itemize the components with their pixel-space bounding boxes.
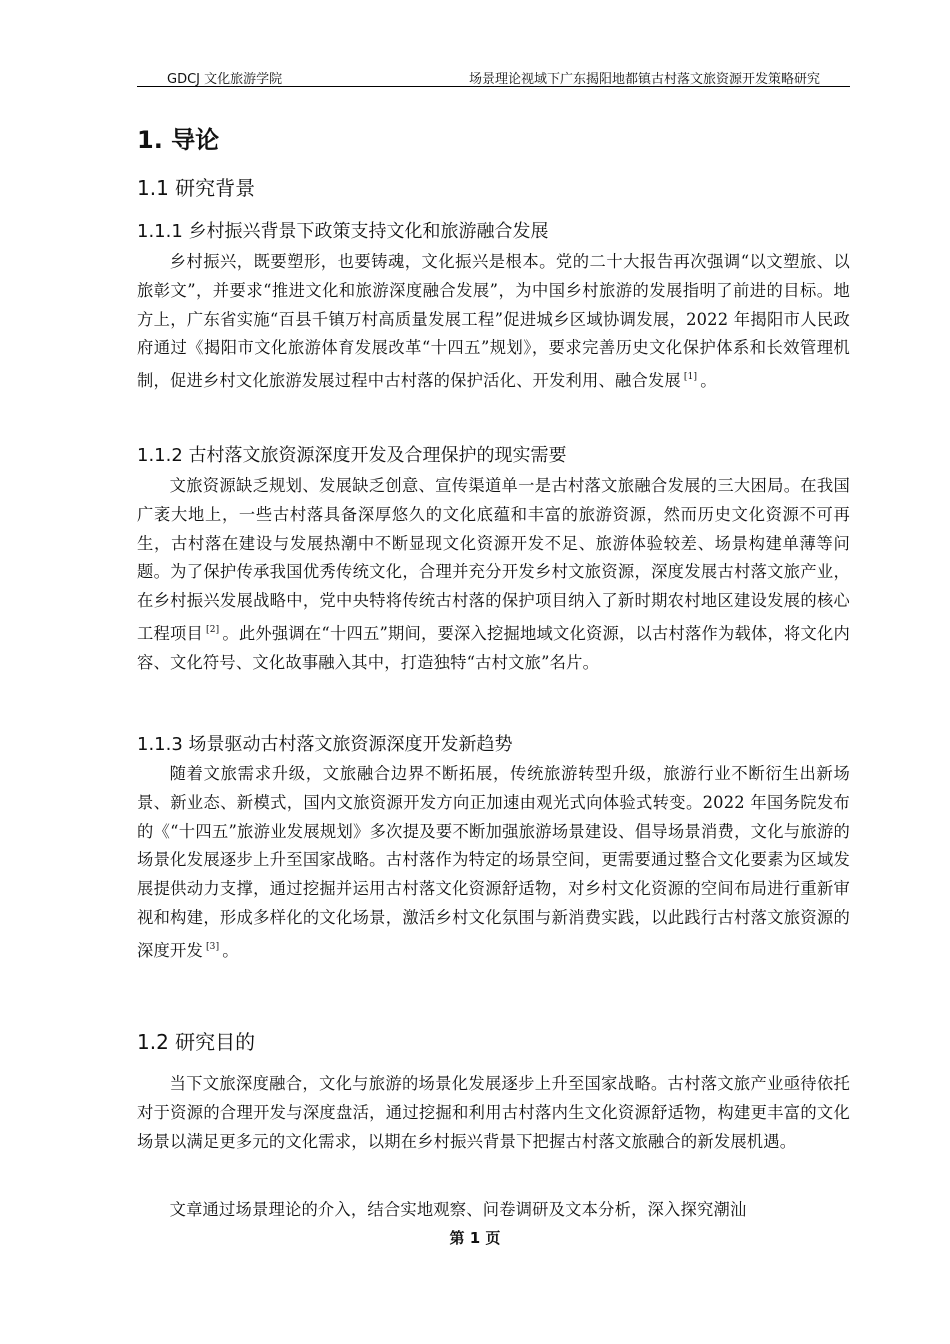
paragraph-text-continued: 。此外强调在“十四五”期间，要深入挖掘地域文化资源，以古村落作为载体，将文化内容、文化符号、文化故事融入其中，打造独特“古村文旅”名片。 [137, 623, 850, 672]
paragraph-text: 乡村振兴，既要塑形，也要铸魂，文化振兴是根本。党的二十大报告再次强调“以文塑旅、以旅彰文”，并要求“推进文化和旅游深度融合发展”，为中国乡村旅游的发展指明了前进的目标。地方上，广东省实施“百县千镇万村高质量发展工程”促进城乡区域协调发展，2022 年揭阳市人民政府通过《揭阳市文化旅游体育发展改革“十四五”规划》，要求完善历史文化保护体系和长效管理机制，促进乡村文化旅游发展过程中古村落的保护活化、开发利用、融合发展 [137, 252, 850, 391]
section-heading-1-2: 1.2 研究目的 [137, 1030, 256, 1054]
paragraph-1-1-2 [137, 472, 850, 678]
citation-1: [1] [683, 372, 698, 383]
paragraph-1-1-3 [137, 760, 850, 966]
paragraph-1-1-1 [137, 248, 850, 396]
paragraph-1-2-a: 当下文旅深度融合，文化与旅游的场景化发展逐步上升至国家战略。古村落文旅产业亟待依托对于资源的合理开发与深度盘活，通过挖掘和利用古村落内生文化资源舒适物，构建更丰富的文化场景以满足更多元的文化需求，以期在乡村振兴背景下把握古村落文旅融合的新发展机遇。 [137, 1074, 850, 1151]
header-thesis-title: 场景理论视域下广东揭阳地都镇古村落文旅资源开发策略研究 [468, 72, 820, 87]
paragraph-text: 文旅资源缺乏规划、发展缺乏创意、宣传渠道单一是古村落文旅融合发展的三大困局。在我国广袤大地上，一些古村落具备深厚悠久的文化底蕴和丰富的旅游资源，然而历史文化资源不可再生，古村落在建设与发展热潮中不断显现文化资源开发不足、旅游体验较差、场景构建单薄等问题。为了保护传承我国优秀传统文化，合理并充分开发乡村文旅资源，深度发展古村落文旅产业，在乡村振兴发展战略中，党中央特将传统古村落的保护项目纳入了新时期农村地区建设发展的核心工程项目 [137, 476, 850, 643]
subsection-heading-1-1-1: 1.1.1 乡村振兴背景下政策支持文化和旅游融合发展 [137, 221, 549, 242]
header-divider [137, 86, 850, 87]
chapter-title: 1. 导论 [137, 126, 220, 154]
paragraph-end: 。 [222, 940, 239, 960]
header-institution: GDCJ 文化旅游学院 [167, 72, 283, 87]
subsection-heading-1-1-3: 1.1.3 场景驱动古村落文旅资源深度开发新趋势 [137, 734, 513, 755]
paragraph-1-2-b: 文章通过场景理论的介入，结合实地观察、问卷调研及文本分析，深入探究潮汕 [169, 1200, 747, 1219]
page-header [137, 66, 850, 86]
page-number: 第 1 页 [449, 1229, 501, 1247]
subsection-heading-1-1-2: 1.1.2 古村落文旅资源深度开发及合理保护的现实需要 [137, 445, 567, 466]
citation-3: [3] [205, 941, 220, 952]
citation-2: [2] [206, 624, 220, 635]
paragraph-text: 随着文旅需求升级，文旅融合边界不断拓展，传统旅游转型升级，旅游行业不断衍生出新场景、新业态、新模式，国内文旅资源开发方向正加速由观光式向体验式转变。2022 年国务院发布的《“十四五”旅游业发展规划》多次提及要不断加强旅游场景建设、倡导场景消费，文化与旅游的场景化发展逐步上升至国家战略。古村落作为特定的场景空间，更需要通过整合文化要素为区域发展提供动力支撑，通过挖掘并运用古村落文化资源舒适物，对乡村文化资源的空间布局进行重新审视和构建，形成多样化的文化场景，激活乡村文化氛围与新消费实践，以此践行古村落文旅资源的深度开发 [137, 764, 850, 960]
paragraph-end: 。 [700, 371, 717, 391]
section-heading-1-1: 1.1 研究背景 [137, 176, 256, 200]
